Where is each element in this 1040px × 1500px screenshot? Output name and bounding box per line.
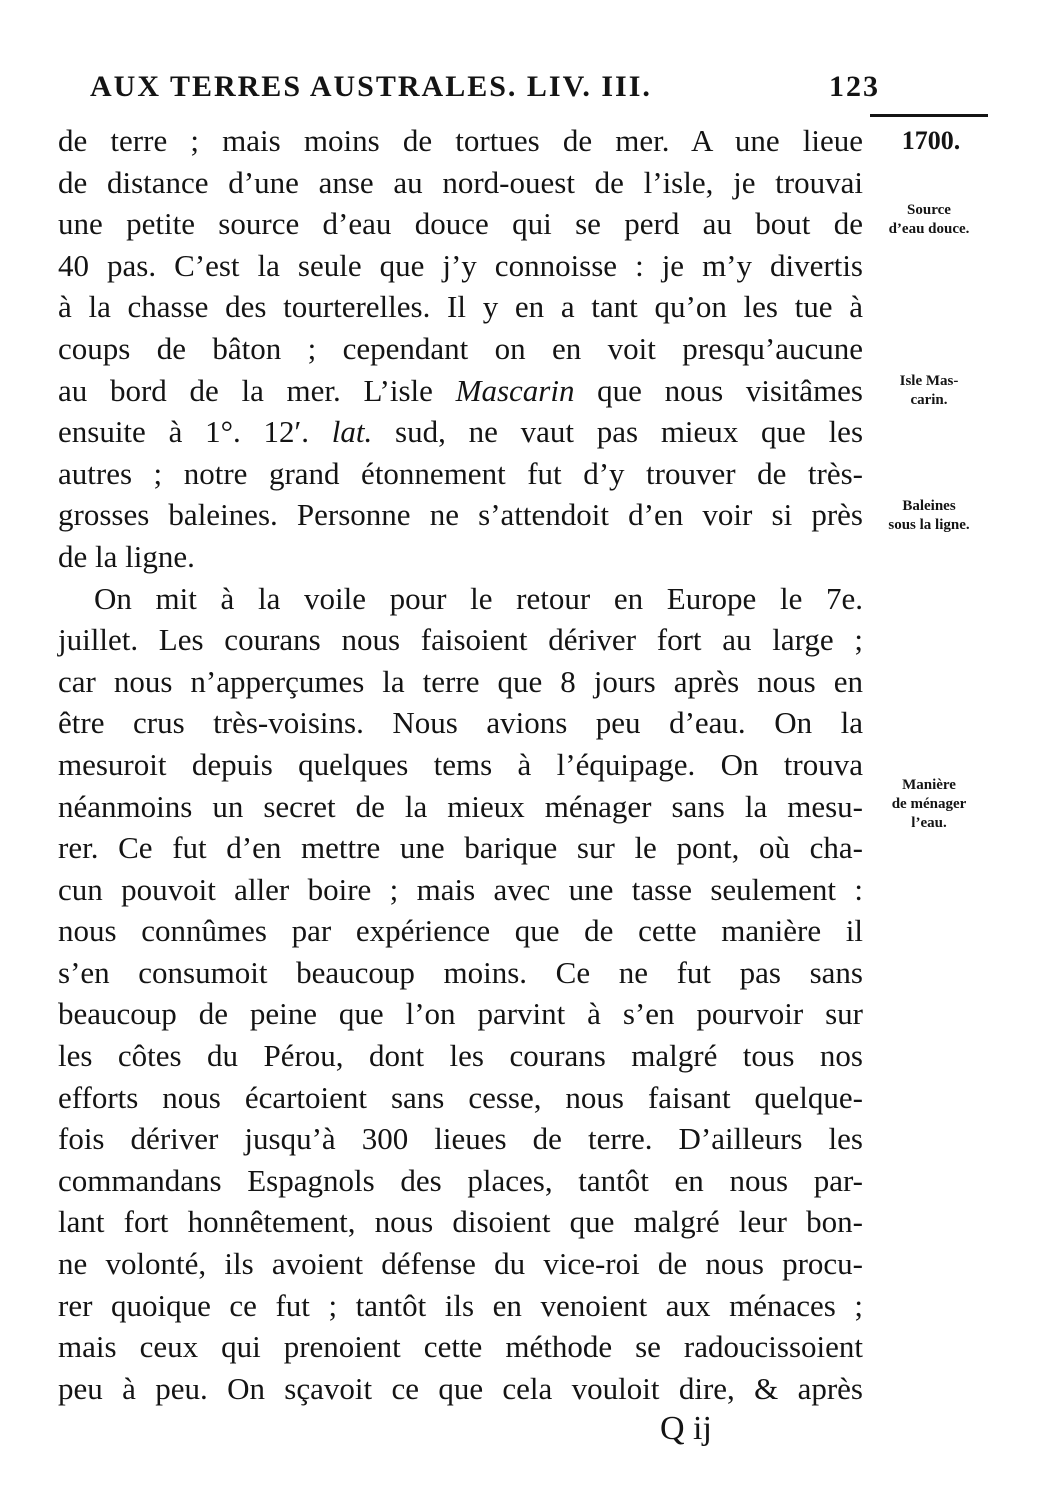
text-line: On mit à la voile pour le retour en Europe le 7e. <box>94 580 863 616</box>
text-segment: sud, ne vaut pas mieux que les <box>372 414 864 450</box>
text-line: à la chasse des tourterelles. Il y en a tant qu’on les tue à <box>58 289 863 325</box>
text-line: cun pouvoit aller boire ; mais avec une tasse seulement : <box>58 871 863 907</box>
text-line: les côtes du Pérou, dont les courans malgré tous nos <box>58 1038 863 1074</box>
margin-note-line: Source <box>907 202 951 218</box>
text-line: nous connûmes par expérience que de cette manière il <box>58 913 863 949</box>
text-line: coups de bâton ; cependant on en voit presqu’aucune <box>58 330 863 366</box>
margin-note-maniere <box>866 776 992 833</box>
text-line: autres ; notre grand étonnement fut d’y trouver de très- <box>58 455 863 491</box>
margin-note-baleines <box>866 497 992 535</box>
margin-note-source <box>866 201 992 239</box>
text-line: car nous n’apperçumes la terre que 8 jours après nous en <box>58 663 863 699</box>
margin-note-line: de ménager <box>891 796 967 812</box>
text-line: efforts nous écartoient sans cesse, nous faisant quelque- <box>58 1079 863 1115</box>
running-head-title: AUX TERRES AUSTRALES. LIV. III. <box>90 70 652 103</box>
text-line: de terre ; mais moins de tortues de mer. A une lieue <box>58 123 863 158</box>
text-line: de la ligne. <box>58 538 195 574</box>
text-line: rer quoique ce fut ; tantôt ils en venoient aux ménaces ; <box>58 1287 863 1323</box>
text-segment: au bord de la mer. L’isle <box>58 372 456 408</box>
text-line <box>58 411 863 453</box>
italic-abbreviation: lat. <box>331 414 373 450</box>
margin-note-line: d’eau douce. <box>888 221 970 237</box>
margin-note-isle-mascarin <box>866 372 992 410</box>
margin-year: 1700. <box>901 126 961 155</box>
margin-note-line: carin. <box>910 392 948 408</box>
margin-note-line: Isle Mas- <box>899 373 959 389</box>
text-line: beaucoup de peine que l’on parvint à s’en pourvoir sur <box>58 996 863 1032</box>
text-line: grosses baleines. Personne ne s’attendoit d’en voir si près <box>58 497 863 533</box>
margin-note-line: Manière <box>902 777 956 793</box>
text-segment: ensuite à 1°. 12′. <box>58 414 332 450</box>
text-line: néanmoins un secret de la mieux ménager sans la mesu- <box>58 788 863 824</box>
text-line: être crus très-voisins. Nous avions peu d’eau. On la <box>58 705 863 741</box>
text-line: de distance d’une anse au nord-ouest de l’isle, je trouvai <box>58 164 863 200</box>
text-line: mais ceux qui prenoient cette méthode se radoucissoient <box>58 1329 863 1365</box>
text-line: s’en consumoit beaucoup moins. Ce ne fut pas sans <box>58 954 863 990</box>
text-line: 40 pas. C’est la seule que j’y connoisse : je m’y divertis <box>58 247 863 283</box>
text-line: mesuroit depuis quelques tems à l’équipage. On trouva <box>58 746 863 782</box>
text-line: peu à peu. On sçavoit ce que cela vouloit dire, & après <box>58 1370 863 1406</box>
text-line: rer. Ce fut d’en mettre une barique sur le pont, où cha- <box>58 830 863 866</box>
margin-note-line: l’eau. <box>911 815 947 831</box>
text-line: ne volonté, ils avoient défense du vice-roi de nous procu- <box>58 1246 863 1282</box>
margin-note-line: Baleines <box>902 498 956 514</box>
text-line: commandans Espagnols des places, tantôt en nous par- <box>58 1162 863 1198</box>
page-number: 123 <box>829 70 880 103</box>
body-text <box>58 120 863 1409</box>
text-segment: que nous visitâmes <box>574 372 863 408</box>
text-line: fois dériver jusqu’à 300 lieues de terre. D’ailleurs les <box>58 1121 863 1157</box>
text-line: lant fort honnêtement, nous disoient que malgré leur bon- <box>58 1204 863 1240</box>
text-line <box>58 370 863 412</box>
text-line: juillet. Les courans nous faisoient dériver fort au large ; <box>58 622 863 658</box>
margin-note-line: sous la ligne. <box>888 517 970 533</box>
header-rule <box>870 114 988 117</box>
text-line: une petite source d’eau douce qui se perd au bout de <box>58 206 863 242</box>
running-head <box>90 70 880 104</box>
signature-mark: Q ij <box>660 1410 712 1447</box>
italic-place-name: Mascarin <box>455 372 575 408</box>
